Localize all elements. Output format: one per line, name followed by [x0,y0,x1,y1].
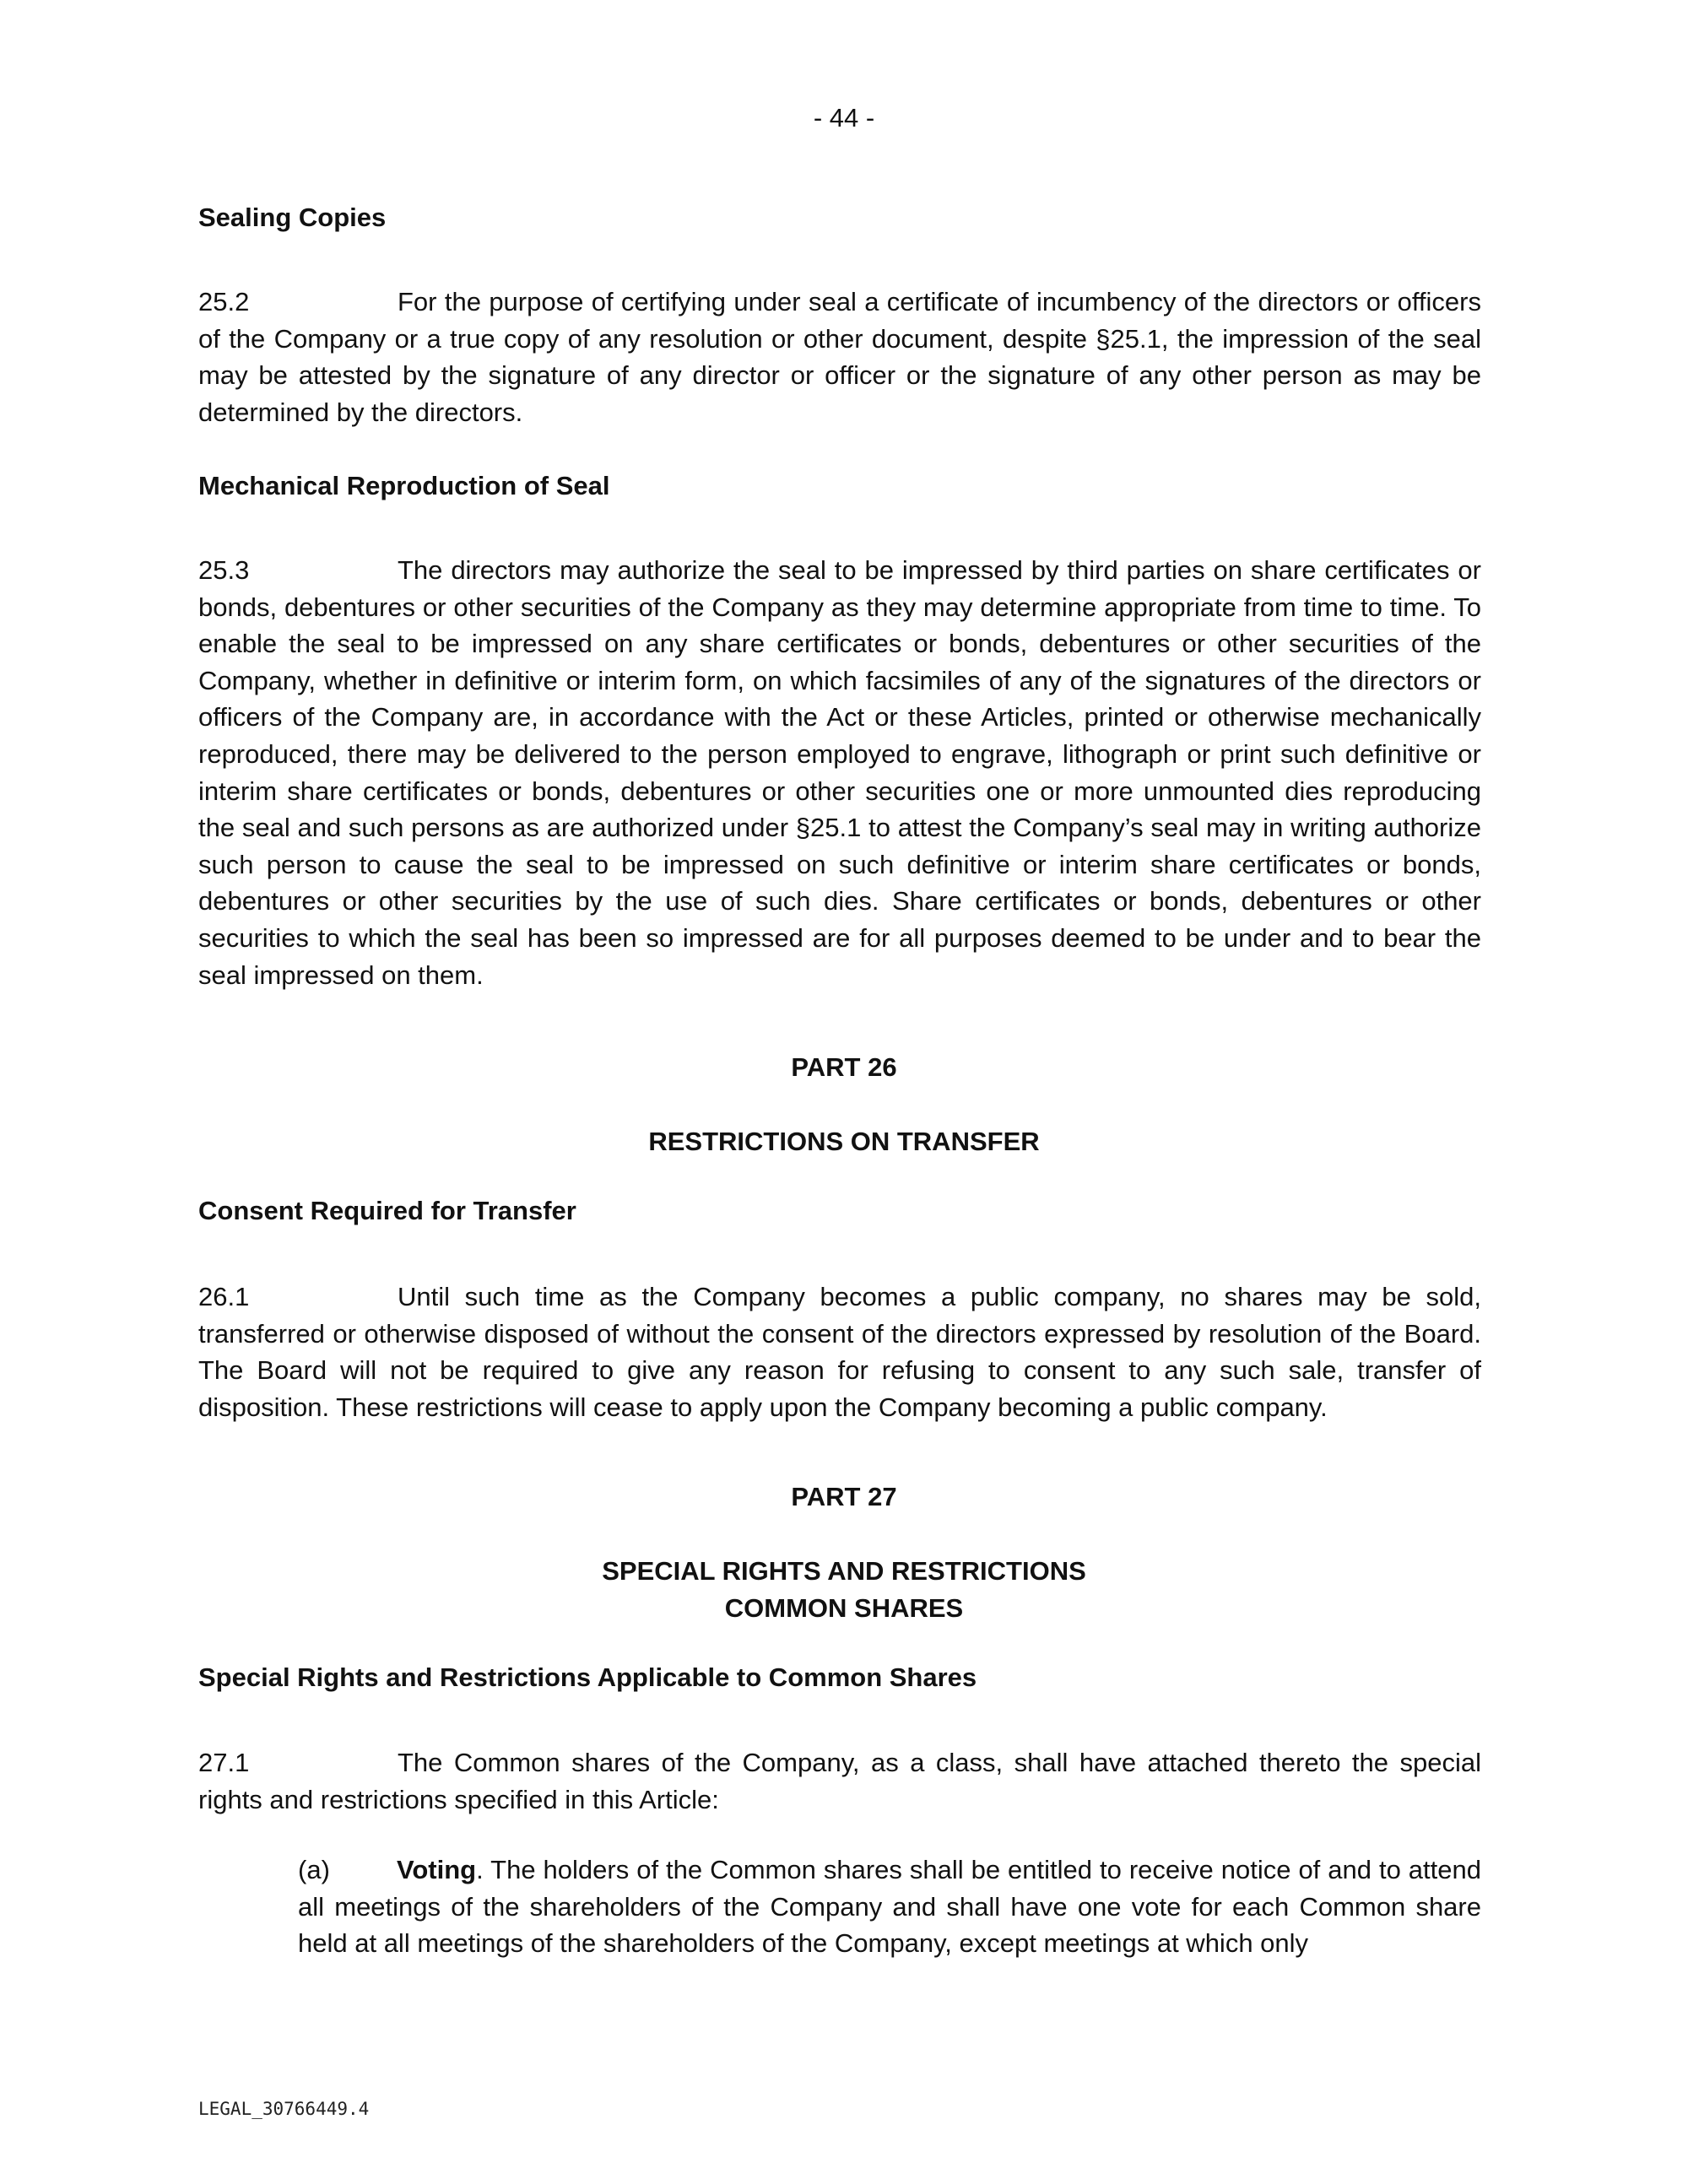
paragraph-25-3 [198,552,1481,993]
subparagraph-term: Voting [397,1855,477,1884]
heading-sealing-copies: Sealing Copies [198,203,387,232]
subparagraph-text: . The holders of the Common shares shall be entitled to receive notice of and to attend all meetings of the shareholders of the Company and shall have one vote for each Common share held at all meetings of the shareholders of the Company, except meetings at which only [298,1855,1481,1959]
paragraph-number: 25.3 [198,555,250,585]
heading-consent-required: Consent Required for Transfer [198,1196,576,1225]
paragraph-26-1 [198,1279,1481,1425]
part-26-title: PART 26 [791,1052,897,1082]
document-footer-id: LEGAL_30766449.4 [198,2099,370,2119]
paragraph-text: Until such time as the Company becomes a public company, no shares may be sold, transferred or otherwise disposed of without the consent of the directors expressed by resolution of the Board. The Board will not be required to give any reason for refusing to consent to any such sale, transfer of disposition. These restrictions will cease to apply upon the Company becoming a public company. [198,1282,1481,1422]
paragraph-25-2 [198,284,1481,430]
part-26-subtitle: RESTRICTIONS ON TRANSFER [648,1127,1040,1156]
paragraph-text: The Common shares of the Company, as a class, shall have attached thereto the special rights and restrictions specified in this Article: [198,1748,1481,1814]
part-27-subtitle-line2: COMMON SHARES [724,1593,964,1623]
subparagraph-label: (a) [298,1855,330,1884]
paragraph-number: 25.2 [198,287,250,316]
part-27-subtitle-line1: SPECIAL RIGHTS AND RESTRICTIONS [602,1556,1086,1586]
paragraph-number: 27.1 [198,1748,250,1777]
paragraph-text: For the purpose of certifying under seal a certificate of incumbency of the directors or officers of the Company or a true copy of any resolution or other document, despite §25.1, the impression of the seal may be attested by the signature of any director or officer or the signature of any other person as may be determined by the directors. [198,287,1481,427]
subparagraph-a [298,1852,1481,1962]
paragraph-number: 26.1 [198,1282,250,1311]
heading-special-rights: Special Rights and Restrictions Applicable to Common Shares [198,1662,977,1692]
page-number: - 44 - [813,103,875,132]
paragraph-27-1 [198,1744,1481,1818]
paragraph-text: The directors may authorize the seal to be impressed by third parties on share certificates or bonds, debentures or other securities of the Company as they may determine appropriate from time to time. To enable the seal to be impressed on any share certificates or bonds, debentures or other securities of the Company, whether in definitive or interim form, on which facsimiles of any of the signatures of the directors or officers of the Company are, in accordance with the Act or these Articles, printed or otherwise mechanically reproduced, there may be delivered to the person employed to engrave, lithograph or print such definitive or interim share certificates or bonds, debentures or other securities one or more unmounted dies reproducing the seal and such persons as are authorized under §25.1 to attest the Company’s seal may in writing authorize such person to cause the seal to be impressed on such definitive or interim share certificates or bonds, debentures or other securities by the use of such dies. Share certificates or bonds, debentures or other securities to which the seal has been so impressed are for all purposes deemed to be under and to bear the seal impressed on them. [198,555,1481,990]
heading-mechanical-reproduction: Mechanical Reproduction of Seal [198,471,610,500]
part-27-title: PART 27 [791,1482,897,1511]
